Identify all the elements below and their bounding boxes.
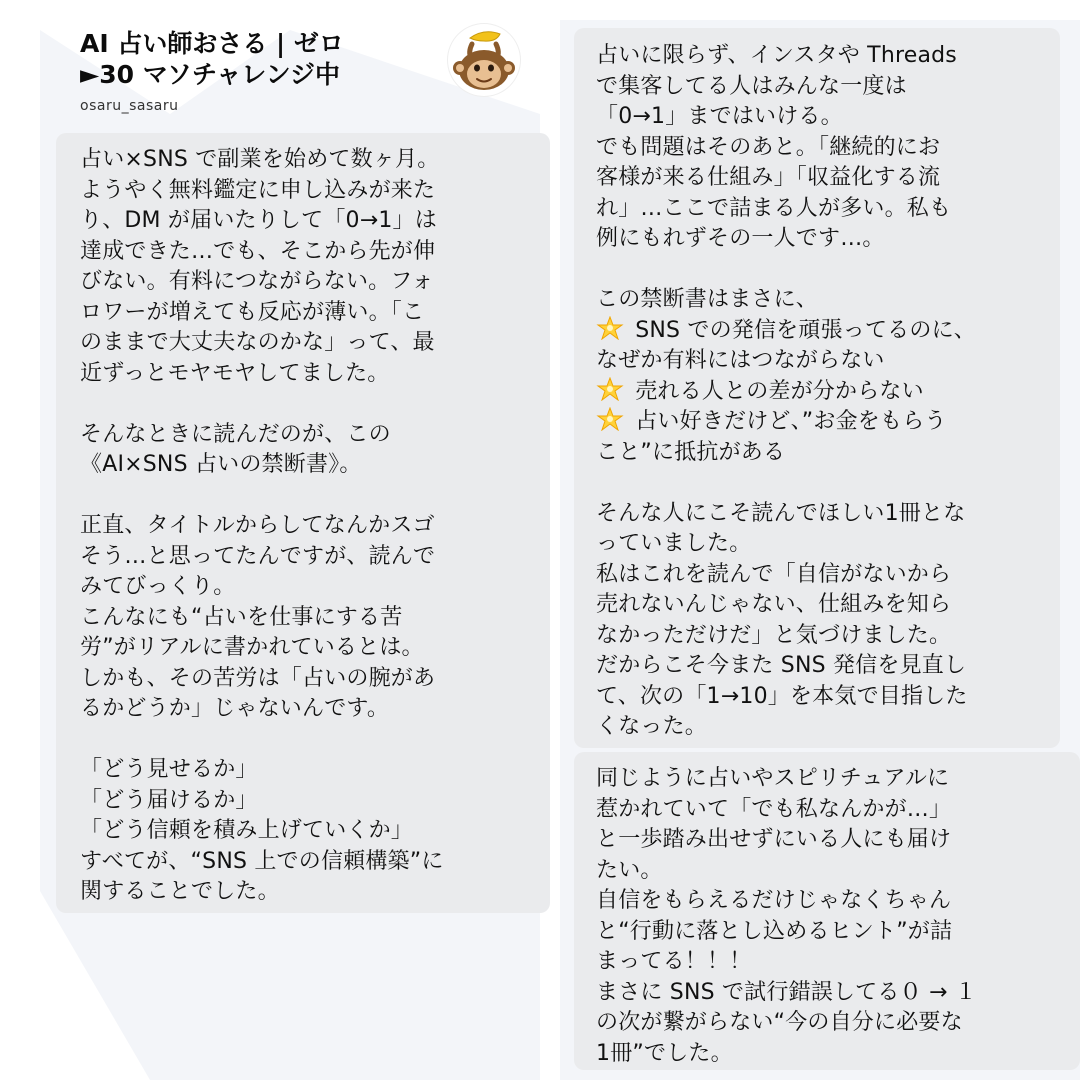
post-text-line: で集客してる人はみんな一度は [596,73,907,99]
post-text-line: 占い×SNS で副業を始めて数ヶ月。 [80,147,440,172]
post-text-line: なかっただけだ」と気づけました。 [596,622,952,648]
post-text-line: そう…と思ってたんですが、読んで [80,543,436,569]
bullet-line [596,407,1046,438]
post-text-right-bottom [596,764,1046,1069]
post-text-line: たい。 [596,857,663,883]
post-text-line [596,255,1046,286]
post-text-line: びない。有料につながらない。フォ [80,269,434,294]
post-text-line: 私はこれを読んで「自信がないから [596,561,952,587]
post-text-line: まってる！！！ [596,949,752,974]
bullet-text: こと”に抵抗がある [596,439,786,465]
post-text-line: そんな人にこそ読んでほしい1冊とな [596,500,966,526]
post-text-line: り、DM が届いたりして「0→1」は [80,208,437,233]
post-text-line: こんなにも“占いを仕事にする苦 [80,604,403,630]
post-text-line: るかどうか」じゃないんです。 [80,696,390,721]
post-text-line: 関することでした。 [80,879,280,904]
post-text-line: 達成できた…でも、そこから先が伸 [80,238,436,264]
post-text-line: のままで大丈夫なのかな」って、最 [80,330,435,355]
post-text-line: 惹かれていて「でも私なんかが…」 [596,796,952,822]
post-text-right-top [596,41,1046,743]
post-text-line [80,389,540,420]
post-text-line: 客様が来る仕組み」「収益化する流 [596,165,941,190]
glowing-star-icon [596,316,624,340]
glowing-star-icon [596,377,624,401]
post-text-line: 「0→1」まではいける。 [596,104,843,129]
post-text-line: しかも、その苦労は「占いの腕があ [80,665,436,691]
profile-name-line2: ►30 マソチャレンジ中 [80,60,340,89]
post-text-line: 同じように占いやスピリチュアルに [596,766,950,791]
post-text-line: でも問題はそのあと。「継続的にお [596,134,941,160]
post-text-line: ロワーが増えても反応が薄い。「こ [80,299,425,325]
profile-handle[interactable]: osaru_sasaru [80,98,179,114]
post-text-line: 《AI×SNS 占いの禁断書》。 [80,452,362,477]
bullet-text: SNS での発信を頑張ってるのに、 [635,317,976,343]
post-text-line: 1冊”でした。 [596,1040,733,1066]
post-text-line: 自信をもらえるだけじゃなくちゃん [596,888,952,913]
post-text-line: 占いに限らず、インスタや Threads [596,43,957,68]
post-text-line: と“行動に落とし込めるヒント”が詰 [596,918,953,944]
post-text-line: みてびっくり。 [80,574,236,599]
bullet-line [596,377,1046,408]
post-text-line: れ」…ここで詰まる人が多い。私も [596,195,952,221]
bullet-text: 売れる人との差が分からない [635,378,924,404]
post-text-line: て、次の「1→10」を本気で目指した [596,683,968,709]
monkey-with-banana-icon[interactable] [448,24,520,96]
post-text-line: 例にもれずその一人です…。 [596,226,885,251]
post-text-left [80,145,540,908]
post-text-line: 労”がリアルに書かれているとは。 [80,635,424,660]
post-text-line: 「どう信頼を積み上げていくか」 [80,818,414,843]
post-text-line [80,481,540,512]
post-text-line [80,725,540,756]
bullet-line [596,316,1046,347]
post-text-line: ようやく無料鑑定に申し込みが来た [80,177,436,203]
post-text-line: この禁断書はまさに、 [596,287,819,312]
profile-name-line1: AI 占い師おさる | ゼロ [80,29,344,58]
post-text-line: の次が繋がらない“今の自分に必要な [596,1010,963,1035]
post-text-line: だからこそ今また SNS 発信を見直し [596,653,967,678]
post-text-line: 売れないんじゃない、仕組みを知ら [596,592,952,617]
bullet-line [596,346,1046,377]
bullet-text: 占い好きだけど、”お金をもらう [635,409,947,434]
post-text-line: と一歩踏み出せずにいる人にも届け [596,827,952,852]
post-text-line: 近ずっとモヤモヤしてました。 [80,360,390,386]
bullet-line [596,438,1046,469]
post-text-line [596,468,1046,499]
profile-header [80,28,440,114]
post-text-line: くなった。 [596,714,708,739]
post-text-line: っていました。 [596,531,752,556]
post-text-line: まさに SNS で試行錯誤してる０ → １ [596,979,977,1005]
post-text-line: すべてが、“SNS 上での信頼構築”に [80,848,444,874]
post-text-line: 正直、タイトルからしてなんかスゴ [80,513,435,538]
glowing-star-icon [596,407,624,431]
post-text-line: 「どう届けるか」 [80,787,258,813]
post-text-line: そんなときに読んだのが、この [80,421,391,447]
post-text-line: 「どう見せるか」 [80,757,258,782]
bullet-text: なぜか有料にはつながらない [596,348,885,373]
